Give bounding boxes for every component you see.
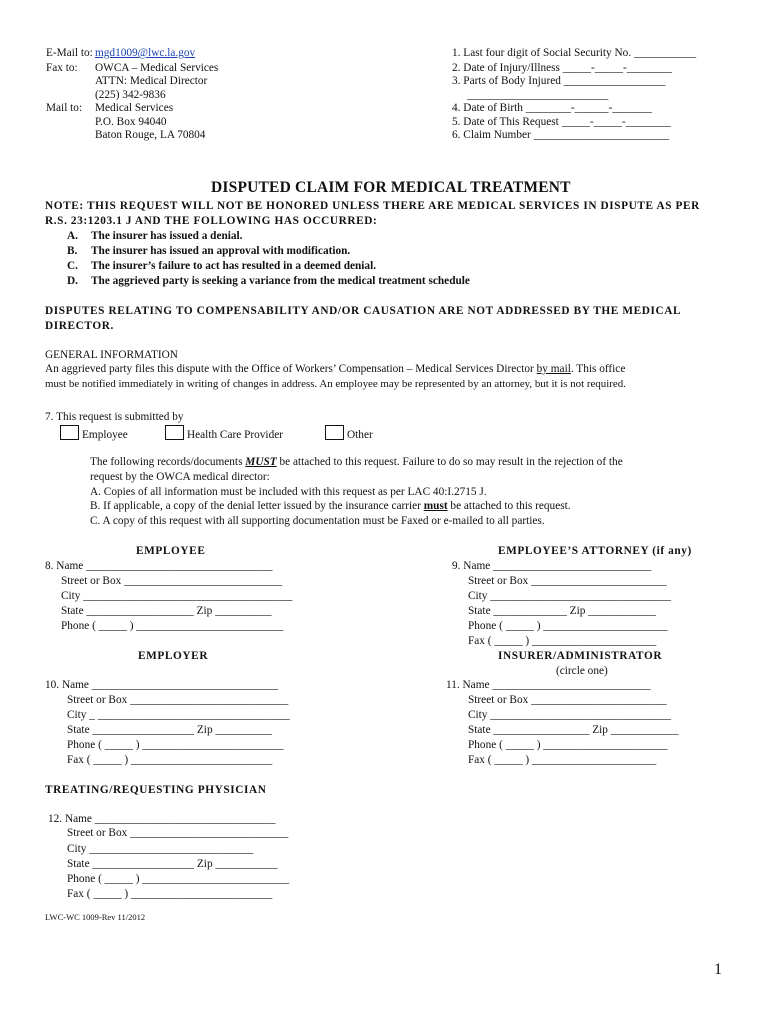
physician-name-field[interactable]: 12. Name ________________________________ — [48, 813, 276, 825]
fax-line: ATTN: Medical Director — [95, 75, 208, 87]
birth-date-field[interactable]: 4. Date of Birth ________-______-_______ — [452, 102, 652, 114]
attorney-city-field[interactable]: City ________________________________ — [468, 590, 672, 602]
employee-state-zip-field[interactable]: State ___________________ Zip __________ — [61, 605, 272, 617]
submitter-other[interactable]: Other — [325, 425, 373, 443]
checkbox[interactable] — [325, 425, 344, 440]
claim-number-field[interactable]: 6. Claim Number ________________________ — [452, 129, 670, 141]
note-line: NOTE: THIS REQUEST WILL NOT BE HONORED UNLESS THERE ARE MEDICAL SERVICES IN DISPUTE AS PER — [45, 200, 700, 212]
page-number: 1 — [714, 961, 722, 978]
page-title: DISPUTED CLAIM FOR MEDICAL TREATMENT — [211, 179, 571, 196]
mail-line: Medical Services — [95, 102, 174, 114]
physician-fax-field[interactable]: Fax ( _____ ) _________________________ — [67, 888, 273, 900]
body-parts-field-continued[interactable]: _________________________ — [467, 89, 609, 101]
note-item-text: The insurer has issued a denial. — [91, 230, 243, 242]
fax-number: (225) 342-9836 — [95, 89, 166, 101]
employer-city-field[interactable]: City _ __________________________________ — [67, 709, 290, 721]
submitted-label: 7. This request is submitted by — [45, 411, 184, 423]
attach-item: B. If applicable, a copy of the denial letter issued by the insurance carrier must be attached to this request. — [90, 500, 571, 512]
attorney-fax-field[interactable]: Fax ( _____ ) ______________________ — [468, 635, 657, 647]
employer-street-field[interactable]: Street or Box ____________________________ — [67, 694, 289, 706]
employer-name-field[interactable]: 10. Name _________________________________ — [45, 679, 279, 691]
ssn-field[interactable]: 1. Last four digit of Social Security No. ___________ — [452, 47, 697, 59]
email-label: E-Mail to: — [46, 47, 93, 59]
attorney-heading: EMPLOYEE’S ATTORNEY (if any) — [498, 545, 692, 557]
insurer-heading: INSURER/ADMINISTRATOR — [498, 650, 663, 662]
employee-street-field[interactable]: Street or Box ____________________________ — [61, 575, 283, 587]
mail-line: Baton Rouge, LA 70804 — [95, 129, 206, 141]
fax-label: Fax to: — [46, 62, 78, 74]
attach-item: C. A copy of this request with all supporting documentation must be Faxed or e-mailed to all parties. — [90, 515, 545, 527]
attorney-street-field[interactable]: Street or Box ________________________ — [468, 575, 667, 587]
note-item-text: The aggrieved party is seeking a variance from the medical treatment schedule — [91, 275, 470, 287]
mail-line: P.O. Box 94040 — [95, 116, 167, 128]
physician-phone-field[interactable]: Phone ( _____ ) __________________________ — [67, 873, 290, 885]
general-heading: GENERAL INFORMATION — [45, 349, 178, 361]
general-text: An aggrieved party files this dispute with the Office of Workers’ Compensation – Medical Services Director by mail. This office — [45, 363, 626, 375]
note-item-letter: D. — [67, 275, 78, 287]
fax-line: OWCA – Medical Services — [95, 62, 219, 74]
note-item-text: The insurer has issued an approval with modification. — [91, 245, 351, 257]
submitter-employee[interactable]: Employee — [60, 425, 128, 443]
attach-item: A. Copies of all information must be included with this request as per LAC 40:I.2715 J. — [90, 486, 487, 498]
employer-fax-field[interactable]: Fax ( _____ ) _________________________ — [67, 754, 273, 766]
checkbox[interactable] — [165, 425, 184, 440]
physician-city-field[interactable]: City _____________________________ — [67, 843, 254, 855]
form-id: LWC-WC 1009-Rev 11/2012 — [45, 912, 146, 922]
attorney-state-zip-field[interactable]: State _____________ Zip ____________ — [468, 605, 656, 617]
employer-state-zip-field[interactable]: State __________________ Zip __________ — [67, 724, 272, 736]
note-item-text: The insurer’s failure to act has resulted in a deemed denial. — [91, 260, 377, 272]
attach-text: The following records/documents MUST be attached to this request. Failure to do so may result in the rejection of the — [90, 456, 623, 468]
email-link[interactable]: mgd1009@lwc.la.gov — [95, 47, 196, 59]
mail-label: Mail to: — [46, 102, 83, 114]
body-parts-field[interactable]: 3. Parts of Body Injured __________________ — [452, 75, 666, 87]
insurer-name-field[interactable]: 11. Name ____________________________ — [446, 679, 651, 691]
employer-phone-field[interactable]: Phone ( _____ ) _________________________ — [67, 739, 284, 751]
insurer-street-field[interactable]: Street or Box ________________________ — [468, 694, 667, 706]
insurer-state-zip-field[interactable]: State _________________ Zip ____________ — [468, 724, 679, 736]
note-item-letter: A. — [67, 230, 78, 242]
attach-text: request by the OWCA medical director: — [90, 471, 270, 483]
disputes-note: DIRECTOR. — [45, 320, 114, 332]
physician-heading: TREATING/REQUESTING PHYSICIAN — [45, 784, 267, 796]
attorney-phone-field[interactable]: Phone ( _____ ) ______________________ — [468, 620, 668, 632]
employee-heading: EMPLOYEE — [136, 545, 206, 557]
note-item-letter: C. — [67, 260, 78, 272]
request-date-field[interactable]: 5. Date of This Request _____-_____-________ — [452, 116, 671, 128]
physician-street-field[interactable]: Street or Box ____________________________ — [67, 827, 289, 839]
insurer-phone-field[interactable]: Phone ( _____ ) ______________________ — [468, 739, 668, 751]
employee-phone-field[interactable]: Phone ( _____ ) __________________________ — [61, 620, 284, 632]
physician-state-zip-field[interactable]: State __________________ Zip ___________ — [67, 858, 278, 870]
note-line: R.S. 23:1203.1 J AND THE FOLLOWING HAS OCCURRED: — [45, 215, 378, 227]
employee-name-field[interactable]: 8. Name _________________________________ — [45, 560, 273, 572]
attorney-name-field[interactable]: 9. Name ____________________________ — [452, 560, 652, 572]
note-item-letter: B. — [67, 245, 78, 257]
checkbox[interactable] — [60, 425, 79, 440]
employer-heading: EMPLOYER — [138, 650, 209, 662]
insurer-subheading: (circle one) — [556, 665, 608, 677]
general-text: must be notified immediately in writing of changes in address. An employee may be represented by an attorney, but it is not required. — [45, 378, 626, 390]
injury-date-field[interactable]: 2. Date of Injury/Illness _____-_____-________ — [452, 62, 672, 74]
disputes-note: DISPUTES RELATING TO COMPENSABILITY AND/OR CAUSATION ARE NOT ADDRESSED BY THE MEDICAL — [45, 305, 682, 317]
insurer-city-field[interactable]: City ________________________________ — [468, 709, 672, 721]
insurer-fax-field[interactable]: Fax ( _____ ) ______________________ — [468, 754, 657, 766]
employee-city-field[interactable]: City _____________________________________ — [61, 590, 293, 602]
submitter-provider[interactable]: Health Care Provider — [165, 425, 283, 443]
